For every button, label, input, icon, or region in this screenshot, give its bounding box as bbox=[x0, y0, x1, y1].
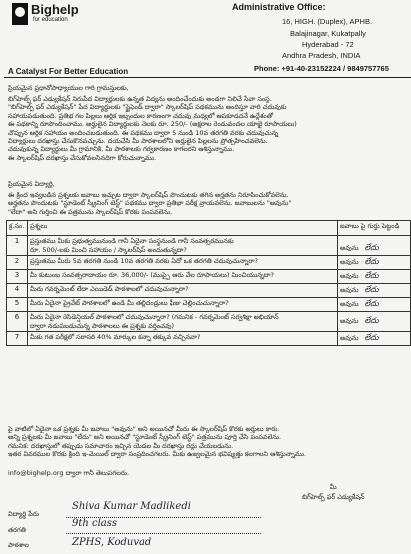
handwritten-mark: లేదు bbox=[364, 271, 379, 281]
student-name-value[interactable]: Shiva Kumar Madlikedi bbox=[72, 501, 191, 512]
signature-block bbox=[302, 483, 364, 503]
question-line: మీరు గవర్నమెంట్ లేదా ఎయిడెడ్ పాఠశాలలో చదువుచున్నారా? bbox=[30, 285, 189, 294]
questions-table bbox=[6, 220, 411, 346]
answer-cell[interactable] bbox=[338, 256, 411, 270]
address-line: 16, HIGH. (Duplex), APHB. bbox=[282, 17, 373, 26]
table-row bbox=[7, 270, 411, 284]
table-row bbox=[7, 332, 411, 346]
logo-subtitle: for education bbox=[33, 17, 68, 23]
column-header-question: ప్రశ్నలు bbox=[28, 221, 338, 236]
header-divider bbox=[4, 77, 411, 78]
question-text bbox=[28, 298, 338, 312]
question-line: ప్రస్తుతము మీరు 5వ తరగతి నుండి 10వ తరగతి వరకు ఏదో ఒక తరగతి చదువుచున్నారా? bbox=[30, 257, 258, 266]
address-line: Andhra Pradesh, INDIA bbox=[282, 51, 361, 60]
paragraph-line: అన్ని ప్రశ్నలకు మీ జవాబు "లేదు" అని అయినచో "స్టూడెంట్ స్క్రీనింగ్ టెస్ట్" పత్రమును పూర్తి చేసి పంపవలెను. bbox=[8, 433, 282, 442]
signature-line: మీ bbox=[329, 483, 337, 491]
question-line: మీ కుటుంబ సంవత్సరాదాయం రూ. 36,000/- (ముప్పై ఆరు వేల రూపాయలు) మించియున్నదా? bbox=[30, 271, 274, 280]
row-number: 1 bbox=[7, 236, 28, 256]
school-value[interactable]: ZPHS, Koduvad bbox=[72, 537, 152, 548]
student-salutation: ప్రియమైన విద్యార్థి, bbox=[8, 180, 55, 188]
paragraph-line: "బిగ్‌హెల్ప్ ఫర్ ఎడ్యుకేషన్" పేద విద్యార్థులకు "స్టైఫెండ్ ద్వారా" స్కాలర్‌షిప్ పథకమును అందిస్తూ వారి చదువుకు bbox=[8, 103, 287, 112]
address-line: Balajinagar, Kukatpally bbox=[290, 29, 366, 38]
table-header-row bbox=[7, 221, 411, 236]
paragraph-line: పై వాటిలో ఏదైనా ఒక ప్రశ్నకు మీ జవాబు "అవును" అని అయినచో మీరు ఈ స్కాలర్‌షిప్ కొరకు అర్హులు కారు. bbox=[8, 425, 280, 433]
paragraph-line: సహాయపడుతుంది. ప్రతిభ గల పిల్లలు ఆర్థిక ఇబ్బందుల కారణంగా చదువు మధ్యలో ఆపకూడదనే ఉద్దేశంతో bbox=[8, 111, 274, 120]
email-line: info@bighelp.org ద్వారా గానీ తెలుపగలరు. bbox=[8, 469, 130, 477]
table-row bbox=[7, 236, 411, 256]
logo-icon bbox=[12, 3, 28, 25]
paragraph-line: గమనిక: దరఖాస్తులో తప్పుడు సమాచారం ఇచ్చిన యెడల మీ దరఖాస్తు రద్దు చేయబడును. bbox=[8, 441, 234, 450]
logo-name: Bighelp bbox=[31, 2, 79, 17]
question-line: రూ. 500/-లకు మించి సహాయం / స్కాలర్‌షిప్ అందుతున్నదా? bbox=[30, 245, 187, 254]
address-line: Hyderabad - 72 bbox=[302, 40, 354, 49]
paragraph-line: చదువుకున్న విద్యార్థులు మీ గ్రామానికి, మీ పాఠశాలకు గర్వకారణం కాగలరని ఆశిస్తున్నాము. bbox=[8, 145, 235, 154]
handwritten-mark: లేదు bbox=[364, 257, 379, 267]
paragraph-line: ఈ క్రింద ఇవ్వబడిన ప్రశ్నలకు జవాబు ఇచ్చుట ద్వారా స్కాలర్‌షిప్ పొందుటకు తగిన అర్హతను నిరూపించుకోవలెను. bbox=[8, 191, 289, 199]
question-line: మీరు ఏదైనా ప్రైవేట్ పాఠశాలలో ఉండి మీ తల్లిదండ్రులు ఫీజు చెల్లించుచున్నారా? bbox=[30, 299, 229, 308]
question-text bbox=[28, 312, 338, 332]
answer-cell[interactable] bbox=[338, 270, 411, 284]
question-text bbox=[28, 236, 338, 256]
yes-option[interactable]: అవును bbox=[340, 334, 359, 343]
class-underline bbox=[66, 533, 261, 534]
student-name-label: విద్యార్థి పేరు bbox=[8, 510, 40, 518]
paragraph-line: ఇతర వివరముల కొరకు క్రింది ఇ-మెయిల్ ద్వారా సంప్రదించగలరు. మీకు ఉజ్వలమైన భవిష్యత్తు కలగాలని ఆశిస్తున్నాము. bbox=[8, 450, 307, 459]
answer-cell[interactable] bbox=[338, 236, 411, 256]
yes-option[interactable]: అవును bbox=[340, 317, 359, 326]
paragraph-line: బిగ్‌హెల్ప్ ఫర్ ఎడ్యుకేషన్ నిరుపేద విద్యార్థులకు ఉన్నత విద్యను అందించేందుకు అండగా నిలిచే సేవా సంస్థ. bbox=[8, 95, 272, 103]
table-row bbox=[7, 284, 411, 298]
phone-line: Phone: +91-40-23152224 / 9849757765 bbox=[254, 64, 389, 73]
yes-option[interactable]: అవును bbox=[340, 244, 359, 253]
paragraph-line: ఈ పథకాన్ని రూపొందించాము. అర్హులైన విద్యార్థులకు నెలకు రూ. 250/- (అక్షరాల రెండువందల యాభై రూపాయలు) bbox=[8, 120, 297, 129]
row-number: 2 bbox=[7, 256, 28, 270]
intro-paragraph bbox=[8, 95, 411, 162]
question-line: ద్వారా నడుపబడుచున్న పాఠశాలలు ఈ ప్రశ్నకు వర్తించవు) bbox=[30, 321, 174, 330]
answer-cell[interactable] bbox=[338, 312, 411, 332]
handwritten-mark: లేదు bbox=[364, 285, 379, 295]
class-label: తరగతి bbox=[8, 526, 26, 534]
paragraph-line: అర్హతను పొందుటకు "స్టూడెంట్ స్క్రీనింగ్ టెస్ట్" పథకము ద్వారా ప్రతిభా పరీక్ష వ్రాయవలెను. జవాబులను "అవును" bbox=[8, 199, 292, 208]
yes-option[interactable]: అవును bbox=[340, 272, 359, 281]
question-line: మీకు గత పరీక్షలో సరాసరి 40% మార్కుల కన్నా తక్కువ వచ్చినవా? bbox=[30, 333, 201, 342]
table-row bbox=[7, 312, 411, 332]
tagline: A Catalyst For Better Education bbox=[8, 67, 129, 76]
table-row bbox=[7, 256, 411, 270]
instructions-paragraph bbox=[8, 191, 411, 216]
answer-cell[interactable] bbox=[338, 284, 411, 298]
paragraph-line: ఈ స్కాలర్‌షిప్ దరఖాస్తు చేసుకోవలసినదిగా కోరుచున్నాము. bbox=[8, 153, 157, 162]
salutation: ప్రియమైన ప్రధానోపాధ్యాయుల గారి గ్రామస్తులకు, bbox=[8, 84, 129, 92]
answer-cell[interactable] bbox=[338, 332, 411, 346]
yes-option[interactable]: అవును bbox=[340, 258, 359, 267]
paragraph-line: విద్యార్థులు దరఖాస్తు చేసుకొనవచ్చును. దయచేసి మీ పాఠశాలలోని అర్హులైన పిల్లలను ప్రోత్సహించవలెను. bbox=[8, 137, 268, 146]
handwritten-mark: లేదు bbox=[364, 243, 379, 253]
question-text bbox=[28, 270, 338, 284]
signature-org: బిగ్‌హెల్ప్ ఫర్ ఎడ్యుకేషన్ bbox=[302, 493, 365, 501]
row-number: 6 bbox=[7, 312, 28, 332]
yes-option[interactable]: అవును bbox=[340, 300, 359, 309]
question-text bbox=[28, 332, 338, 346]
column-header-answer: జవాబు పై గుర్తు పెట్టండి bbox=[338, 221, 411, 236]
row-number: 3 bbox=[7, 270, 28, 284]
row-number: 5 bbox=[7, 298, 28, 312]
handwritten-mark: లేదు bbox=[364, 316, 379, 326]
school-label: పాఠశాల bbox=[8, 541, 29, 549]
footer-paragraph bbox=[8, 425, 411, 459]
paragraph-line: చొప్పున ఆర్థిక సహాయం అందించబడుతుంది. ఈ పథకము ద్వారా 5 నుండి 10వ తరగతి వరకు చదువుచున్న bbox=[8, 128, 279, 137]
row-number: 7 bbox=[7, 332, 28, 346]
class-value[interactable]: 9th class bbox=[72, 518, 118, 529]
question-line: ప్రస్తుతము మీకు ప్రభుత్వమునుండి గానీ ఏదైనా సంస్థనుండి గానీ సంవత్సరమునకు bbox=[30, 237, 234, 245]
question-line: మీరు ఏదైనా రెసిడెన్షియల్ పాఠశాలలో చదువుచున్నారా? (గమనిక - గవర్నమెంట్ సర్వశిక్షా అభియాన్ bbox=[30, 313, 279, 322]
office-title: Administrative Office: bbox=[232, 2, 326, 12]
row-number: 4 bbox=[7, 284, 28, 298]
paragraph-line: "లేదా" అని గుర్తించి ఈ పత్రమును స్కాలర్‌షిప్ కొరకు పంపవలెను. bbox=[8, 207, 173, 216]
question-text bbox=[28, 256, 338, 270]
column-header-no: క్ర.సం. bbox=[7, 221, 28, 236]
yes-option[interactable]: అవును bbox=[340, 286, 359, 295]
table-row bbox=[7, 298, 411, 312]
handwritten-mark: లేదు bbox=[364, 333, 379, 343]
question-text bbox=[28, 284, 338, 298]
answer-cell[interactable] bbox=[338, 298, 411, 312]
handwritten-mark: లేదు bbox=[364, 299, 379, 309]
